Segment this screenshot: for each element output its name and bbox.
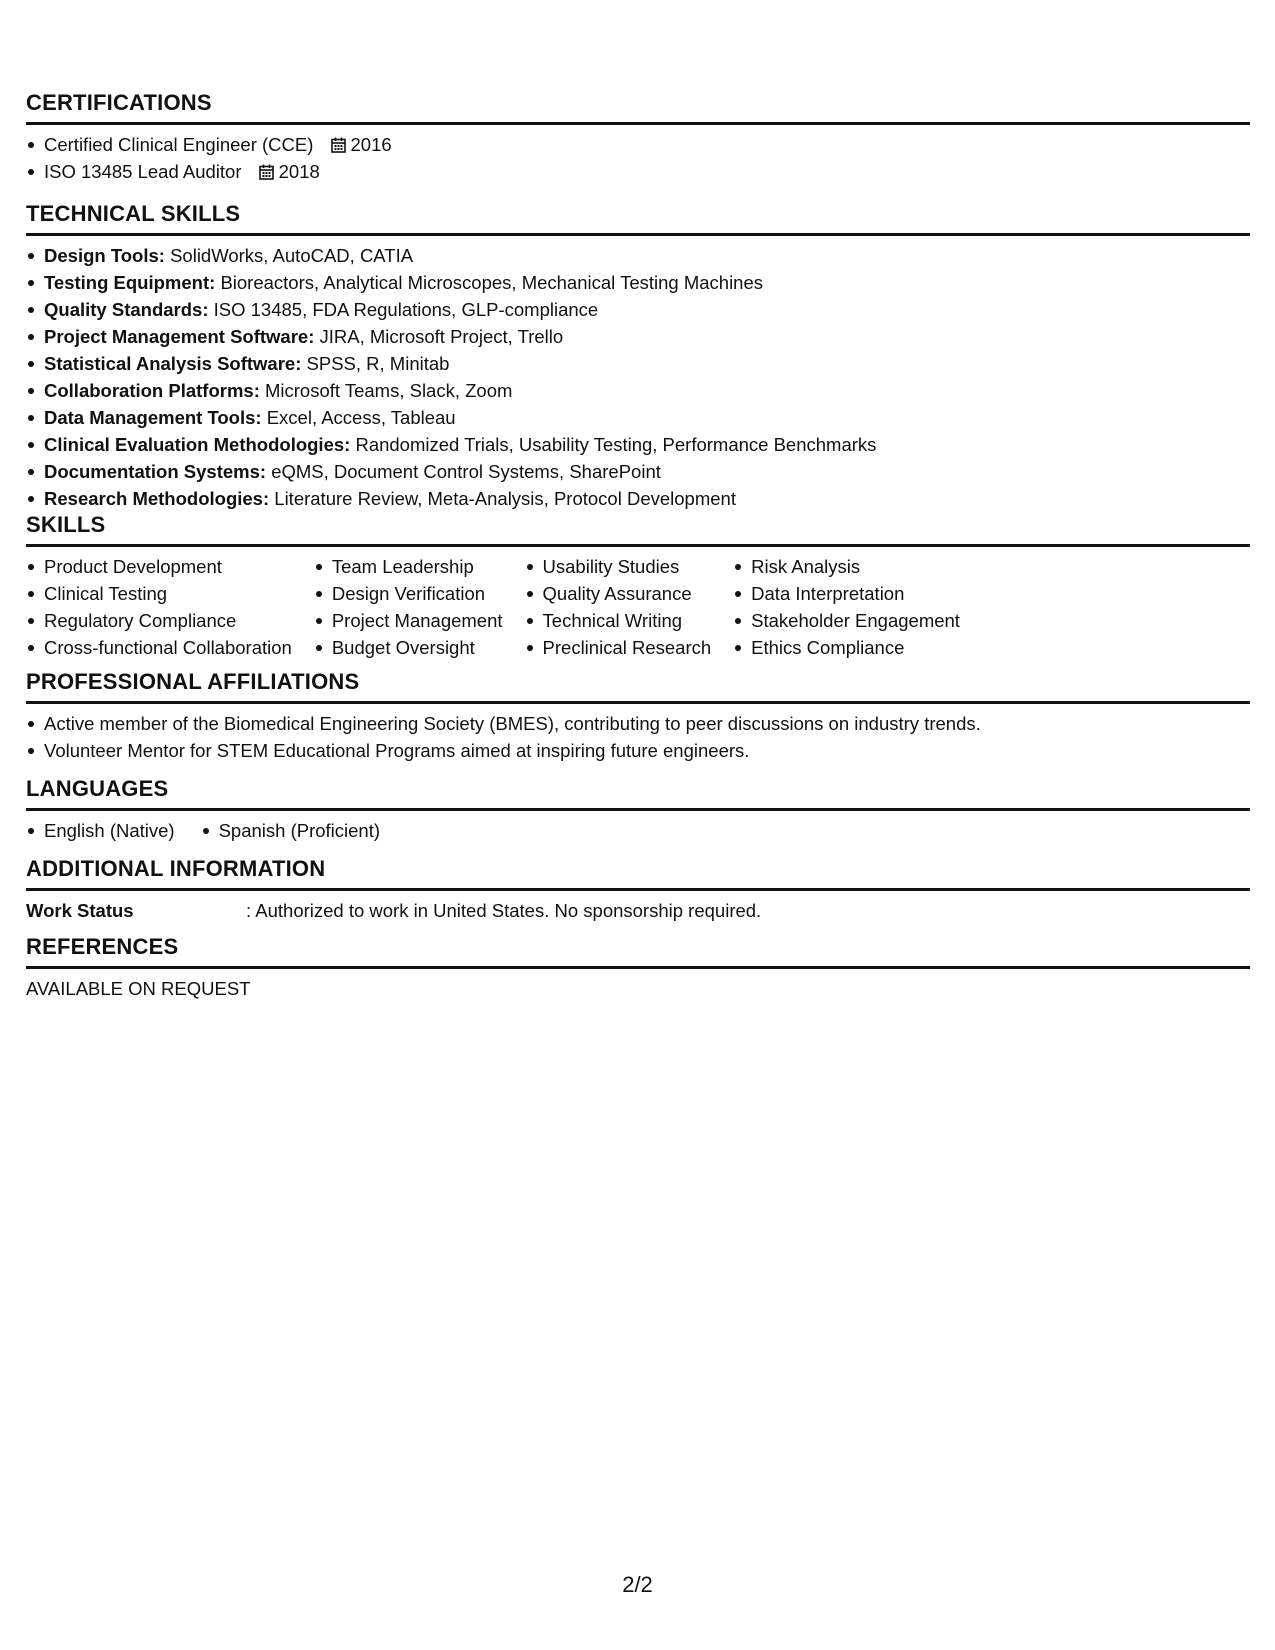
list-item xyxy=(26,431,1250,458)
skill-label: Collaboration Platforms: xyxy=(44,380,260,401)
certification-year: 2016 xyxy=(350,134,392,155)
page-number: 2/2 xyxy=(622,1572,653,1597)
section-title: SKILLS xyxy=(26,512,1250,547)
list-item xyxy=(26,242,1250,269)
list-item: Product Development xyxy=(26,553,292,580)
list-item xyxy=(26,323,1250,350)
skill-value: Literature Review, Meta-Analysis, Protocol Development xyxy=(274,488,736,509)
calendar-icon xyxy=(259,164,274,180)
languages-section xyxy=(26,776,1250,844)
list-item xyxy=(26,485,1250,512)
list-item xyxy=(26,458,1250,485)
certifications-list xyxy=(26,131,1250,185)
section-title: TECHNICAL SKILLS xyxy=(26,201,1250,236)
list-item xyxy=(26,296,1250,323)
additional-information-section xyxy=(26,856,1250,924)
list-item: Technical Writing xyxy=(525,607,712,634)
section-title: REFERENCES xyxy=(26,934,1250,969)
certifications-section xyxy=(26,90,1250,185)
technical-skills-section xyxy=(26,201,1250,512)
list-item: Preclinical Research xyxy=(525,634,712,661)
skills-column xyxy=(525,553,712,661)
section-title: CERTIFICATIONS xyxy=(26,90,1250,125)
list-item: Clinical Testing xyxy=(26,580,292,607)
list-item: Ethics Compliance xyxy=(733,634,960,661)
certification-name: ISO 13485 Lead Auditor xyxy=(44,161,242,182)
list-item: Team Leadership xyxy=(314,553,503,580)
list-item: Usability Studies xyxy=(525,553,712,580)
skill-label: Design Tools: xyxy=(44,245,165,266)
skill-label: Quality Standards: xyxy=(44,299,209,320)
list-item: Data Interpretation xyxy=(733,580,960,607)
skill-value: SolidWorks, AutoCAD, CATIA xyxy=(170,245,414,266)
skill-label: Project Management Software: xyxy=(44,326,315,347)
skill-value: SPSS, R, Minitab xyxy=(306,353,450,374)
work-status-value: : Authorized to work in United States. No sponsorship required. xyxy=(246,900,762,921)
skill-value: Microsoft Teams, Slack, Zoom xyxy=(265,380,513,401)
references-text: AVAILABLE ON REQUEST xyxy=(26,978,251,999)
skill-value: Randomized Trials, Usability Testing, Performance Benchmarks xyxy=(355,434,877,455)
skill-label: Documentation Systems: xyxy=(44,461,267,482)
skill-value: eQMS, Document Control Systems, SharePoint xyxy=(271,461,661,482)
skill-value: ISO 13485, FDA Regulations, GLP-compliance xyxy=(213,299,599,320)
skill-label: Testing Equipment: xyxy=(44,272,216,293)
list-item: Cross-functional Collaboration xyxy=(26,634,292,661)
references-section xyxy=(26,934,1250,1002)
skill-label: Data Management Tools: xyxy=(44,407,262,428)
list-item: Budget Oversight xyxy=(314,634,503,661)
affiliations-section xyxy=(26,669,1250,764)
list-item: Quality Assurance xyxy=(525,580,712,607)
list-item xyxy=(26,131,1250,158)
skill-label: Statistical Analysis Software: xyxy=(44,353,302,374)
list-item xyxy=(26,269,1250,296)
certification-year: 2018 xyxy=(278,161,320,182)
list-item: Risk Analysis xyxy=(733,553,960,580)
list-item xyxy=(26,377,1250,404)
skills-columns xyxy=(26,553,1250,661)
skill-value: Bioreactors, Analytical Microscopes, Mechanical Testing Machines xyxy=(220,272,764,293)
work-status-row xyxy=(26,897,1250,924)
skill-value: Excel, Access, Tableau xyxy=(266,407,456,428)
list-item xyxy=(26,158,1250,185)
skill-label: Research Methodologies: xyxy=(44,488,270,509)
list-item xyxy=(26,350,1250,377)
section-title: ADDITIONAL INFORMATION xyxy=(26,856,1250,891)
list-item: Design Verification xyxy=(314,580,503,607)
work-status-label: Work Status xyxy=(26,900,134,921)
list-item: English (Native) xyxy=(26,817,175,844)
certification-name: Certified Clinical Engineer (CCE) xyxy=(44,134,314,155)
skills-column xyxy=(733,553,960,661)
section-title: PROFESSIONAL AFFILIATIONS xyxy=(26,669,1250,704)
technical-skills-list xyxy=(26,242,1250,512)
list-item: Spanish (Proficient) xyxy=(201,817,380,844)
affiliations-list xyxy=(26,710,1250,764)
section-title: LANGUAGES xyxy=(26,776,1250,811)
list-item: Stakeholder Engagement xyxy=(733,607,960,634)
languages-list xyxy=(26,817,1250,844)
skill-value: JIRA, Microsoft Project, Trello xyxy=(319,326,564,347)
skill-label: Clinical Evaluation Methodologies: xyxy=(44,434,351,455)
list-item: Active member of the Biomedical Engineering Society (BMES), contributing to peer discussions on industry trends. xyxy=(26,710,1250,737)
list-item xyxy=(26,404,1250,431)
skills-column xyxy=(26,553,292,661)
list-item: Volunteer Mentor for STEM Educational Programs aimed at inspiring future engineers. xyxy=(26,737,1250,764)
skills-column xyxy=(314,553,503,661)
list-item: Project Management xyxy=(314,607,503,634)
list-item: Regulatory Compliance xyxy=(26,607,292,634)
skills-section xyxy=(26,512,1250,661)
calendar-icon xyxy=(331,137,346,153)
